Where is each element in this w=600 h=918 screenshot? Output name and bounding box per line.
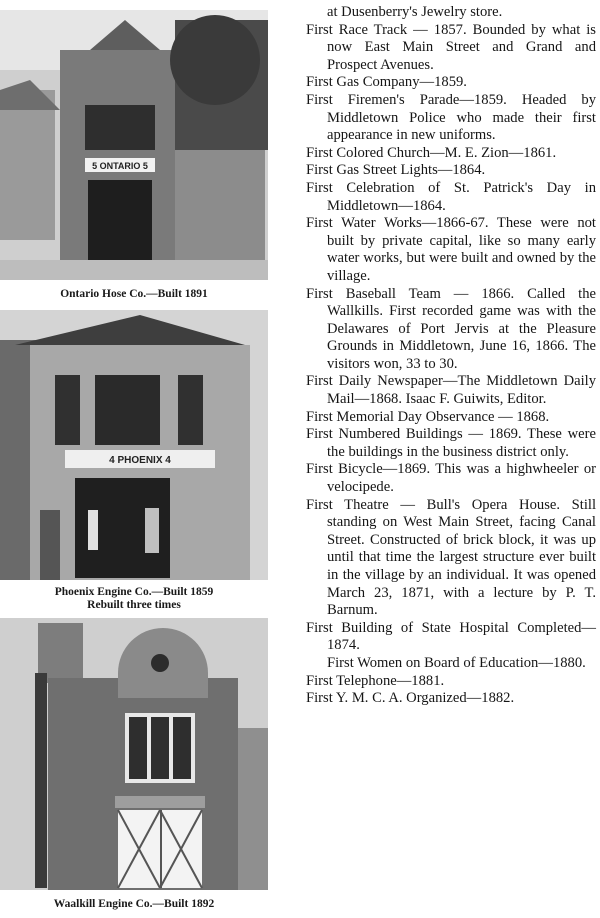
photo-phoenix-engine	[0, 310, 268, 580]
ontario-hose-building-image	[0, 10, 268, 280]
list-item: First Theatre — Bull's Opera House. Still standing on West Main Street, facing Canal Street. Constructed of brick block, it was up until that time the largest structure ever built in the village by an individual. It was opened March 23, 1871, with a lecture by P. T. Barnum.	[306, 496, 596, 619]
ontario-sign: 5 ONTARIO 5	[92, 161, 148, 171]
photo-waalkill-engine	[0, 618, 268, 890]
list-item: First Telephone—1881.	[306, 672, 445, 689]
caption-ontario-hose: Ontario Hose Co.—Built 1891	[60, 288, 208, 300]
list-item: First Daily Newspaper—The Middletown Daily Mail—1868. Isaac F. Guiwits, Editor.	[306, 373, 596, 408]
list-item: First Colored Church—M. E. Zion—1861.	[306, 144, 557, 161]
list-item: First Y. M. C. A. Organized—1882.	[306, 690, 515, 707]
list-item: First Celebration of St. Patrick's Day in Middletown—1864.	[306, 179, 596, 214]
list-item: at Dusenberry's Jewelry store.	[327, 4, 503, 20]
list-item: First Water Works—1866-67. These were not built by private capital, like so many early water works, but were built and owned by the village.	[306, 215, 596, 284]
photo-ontario-hose	[0, 10, 268, 280]
list-item: First Numbered Buildings — 1869. These were the buildings in the business district only.	[306, 426, 596, 460]
list-item: First Firemen's Parade—1859. Headed by Middletown Police who made their first appearance in new uniforms.	[306, 91, 596, 144]
caption-phoenix-line1: Phoenix Engine Co.—Built 1859	[54, 586, 214, 598]
waalkill-engine-building-image	[0, 618, 268, 890]
list-item: First Gas Street Lights—1864.	[306, 162, 486, 179]
phoenix-sign: 4 PHOENIX 4	[109, 455, 171, 466]
caption-phoenix-line2: Rebuilt three times	[87, 599, 181, 611]
history-firsts-list	[306, 4, 596, 708]
list-item: First Gas Company—1859.	[306, 74, 467, 91]
caption-phoenix-engine	[0, 586, 268, 612]
list-item: First Race Track — 1857. Bounded by what is now East Main Street and Grand and Prospect Avenues.	[306, 21, 596, 73]
list-item: First Baseball Team — 1866. Called the Wallkills. First recorded game was with the Delawares of Port Jervis at the Pleasure Grounds in Middletown, June 16, 1866. The visitors won, 33 to 30.	[306, 285, 596, 372]
list-item: First Memorial Day Observance — 1868.	[306, 408, 550, 425]
phoenix-engine-building-image	[0, 310, 268, 580]
caption-waalkill-engine: Waalkill Engine Co.—Built 1892	[53, 898, 215, 910]
list-item: First Bicycle—1869. This was a highwheeler or velocipede.	[306, 461, 596, 496]
list-item: First Women on Board of Education—1880.	[327, 654, 586, 671]
list-item: First Building of State Hospital Completed—1874.	[306, 619, 596, 654]
